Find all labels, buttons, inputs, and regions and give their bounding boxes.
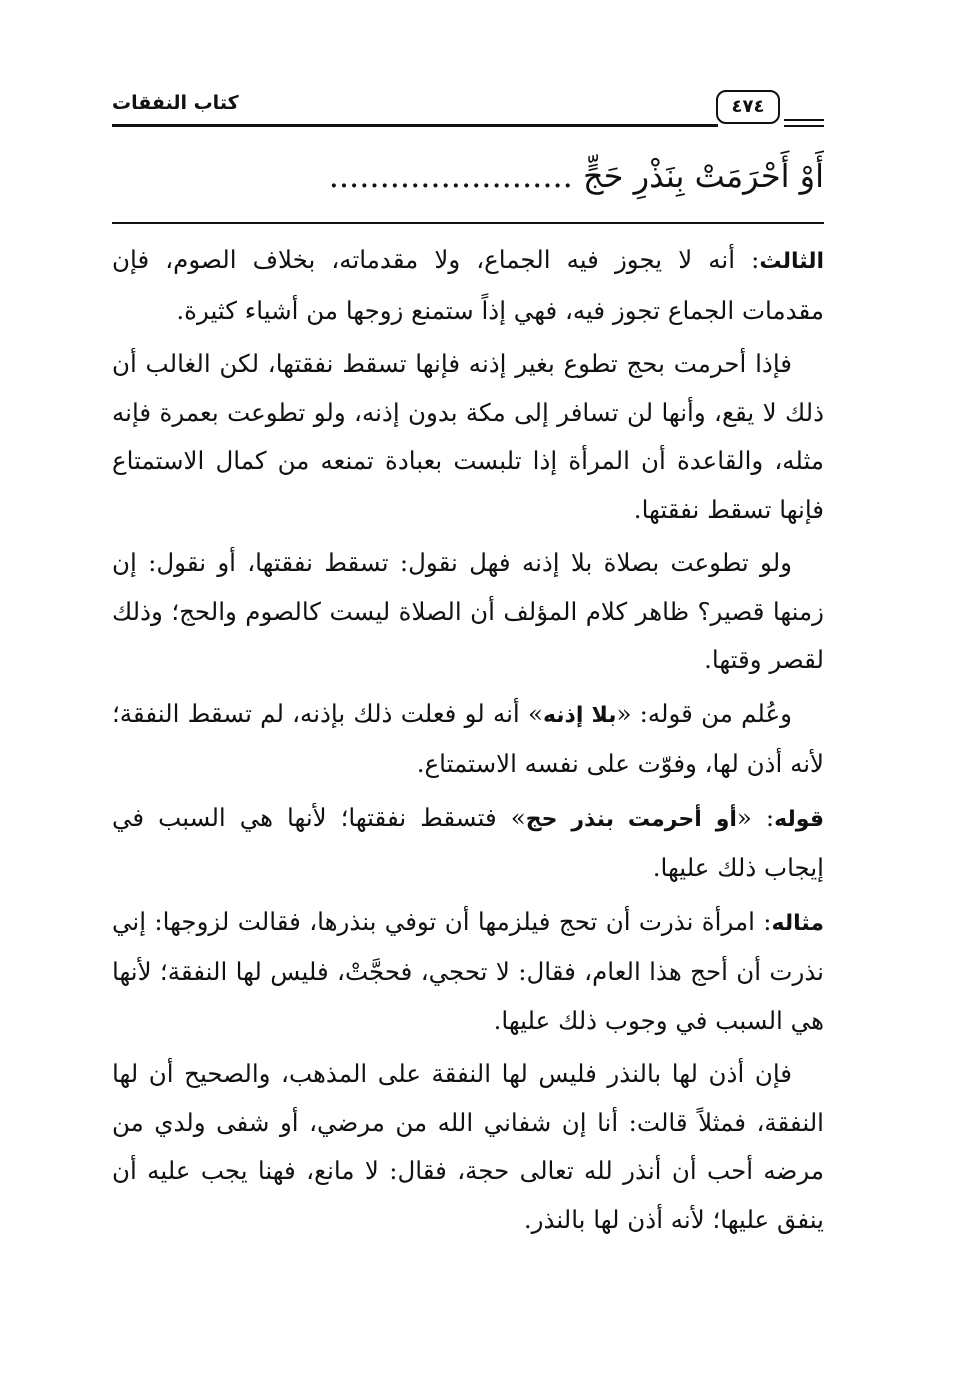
page-number-badge: ٤٧٤: [716, 90, 780, 124]
paragraph-lead: مثاله: [771, 910, 824, 936]
matn-text: أَوْ أَحْرَمَتْ بِنَذْرِ حَجٍّ: [583, 157, 824, 195]
quoted-phrase: أو أحرمت بنذر حج: [525, 806, 737, 832]
paragraph-4: [112, 690, 824, 789]
paragraph-lead: قوله: [774, 806, 824, 832]
paragraph-lead: الثالث: [759, 249, 824, 274]
paragraph-text-mid: : «: [736, 802, 775, 832]
paragraph-text-post: » فتسقط نفقتها؛ لأنها هي السبب في إيجاب ذلك عليها.: [112, 802, 824, 882]
matn-line: [112, 146, 824, 206]
header-rule-right-top: [784, 119, 824, 121]
page-header: [112, 86, 824, 132]
paragraph-3: [112, 539, 824, 685]
paragraph-text: فإذا أحرمت بحج تطوع بغير إذنه فإنها تسقط نفقتها، لكن الغالب أن ذلك لا يقع، وأنها لن تسافر إلى مكة بدون إذنه، ولو تطوعت بعمرة فإنه مثله، والقاعدة أن المرأة إذا تلبست بعبادة تمنعه من كمال الاستمتاع فإنها تسقط نفقتها.: [112, 349, 824, 524]
running-title: كتاب النفقات: [112, 92, 239, 114]
paragraph-1: [112, 236, 824, 335]
paragraph-text: : امرأة نذرت أن تحج فيلزمها أن توفي بنذرها، فقالت لزوجها: إني نذرت أن أحج هذا العام، فقال: لا تحجي، فحجَّتْ، فليس لها النفقة؛ لأنها هي السبب في وجوب ذلك عليها.: [112, 906, 824, 1035]
header-rule: [112, 124, 718, 127]
paragraph-text-pre: وعُلم من قوله: «: [616, 698, 792, 728]
paragraph-text: ولو تطوعت بصلاة بلا إذنه فهل نقول: تسقط نفقتها، أو نقول: إن زمنها قصير؟ ظاهر كلام المؤلف أن الصلاة ليست كالصوم والحج؛ وذلك لقصر وقتها.: [112, 548, 824, 674]
header-rule-right-bottom: [784, 125, 824, 127]
paragraph-text-post: » أنه لو فعلت ذلك بإذنه، لم تسقط النفقة؛ لأنه أذن لها، وفوّت على نفسه الاستمتاع.: [112, 698, 824, 778]
quoted-phrase: بلا إذنه: [542, 702, 617, 728]
paragraph-6: [112, 898, 824, 1046]
paragraph-5: [112, 794, 824, 893]
matn-separator: [112, 222, 824, 224]
matn-dots: ........................: [328, 157, 573, 195]
paragraph-2: [112, 340, 824, 534]
paragraph-text: فإن أذن لها بالنذر فليس لها النفقة على المذهب، والصحيح أن لها النفقة، فمثلاً قالت: أنا إن شفاني الله من مرضي، أو شفى ولدي من مرضه أحب أن أنذر لله تعالى حجة، فقال: لا مانع، فهنا يجب عليه أن ينفق عليها؛ لأنه أذن لها بالنذر.: [112, 1059, 824, 1234]
paragraph-7: [112, 1050, 824, 1244]
paragraph-text: : أنه لا يجوز فيه الجماع، ولا مقدماته، بخلاف الصوم، فإن مقدمات الجماع تجوز فيه، فهي إذاً ستمنع زوجها من أشياء كثيرة.: [112, 245, 824, 325]
commentary-body: [112, 236, 824, 1249]
